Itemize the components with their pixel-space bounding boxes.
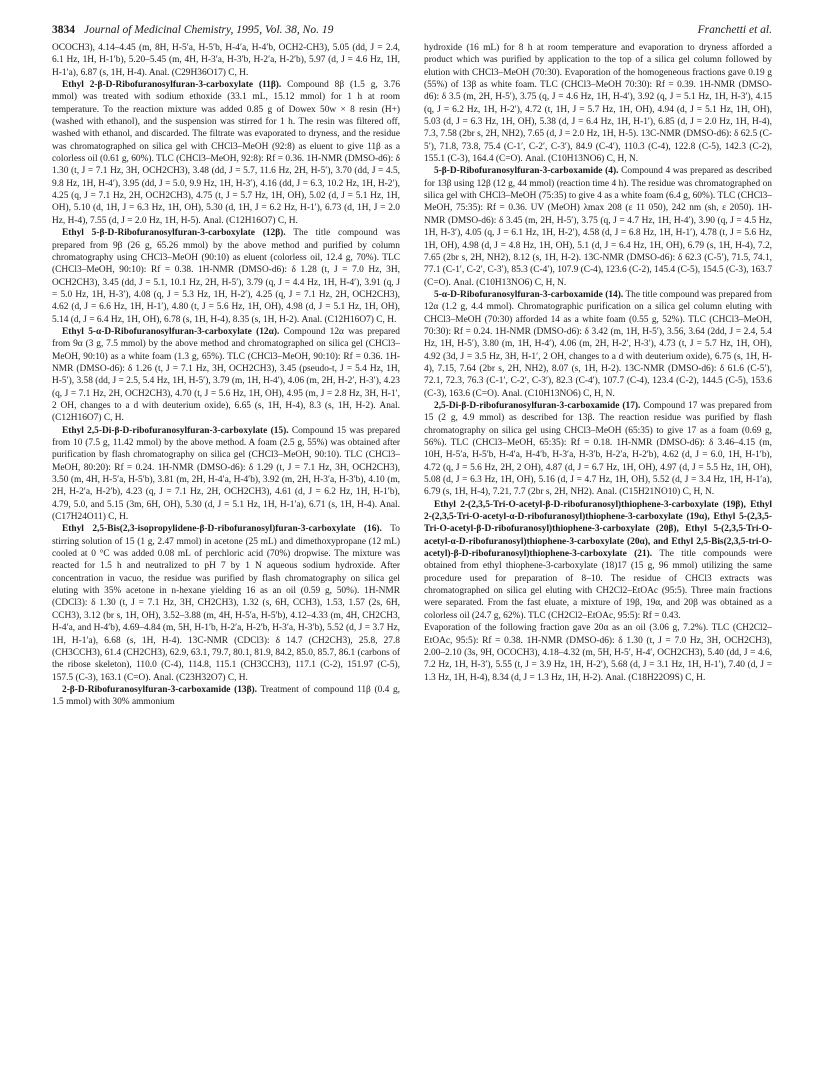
experimental-paragraph <box>52 684 400 709</box>
experimental-paragraph <box>52 425 400 524</box>
left-column <box>52 42 400 1062</box>
header-left <box>52 22 333 38</box>
header-authors: Franchetti et al. <box>697 24 772 36</box>
compound-heading: Ethyl 2-(2,3,5-Tri-O-acetyl-β-D-ribofuranosyl)thiophene-3-carboxylate (19β), Ethyl 2-(2,3,5-Tri-O-acetyl-α-D-ribofuranosyl)thiophene-3-carboxylate (19α), Ethyl 5-(2,3,5-Tri-O-acetyl-β-D-ribofuranosyl)thiophene-3-carboxylate (20β), Ethyl 5-(2,3,5-Tri-O-acetyl-α-D-ribofuranosyl)thiophene-3-carboxylate (20α), and Ethyl 2,5-Bis(2,3,5-tri-O-acetyl)-β-D-ribofuranosyl)thiophene-3-carboxylate (21). <box>424 499 772 560</box>
experimental-paragraph <box>52 523 400 683</box>
experimental-paragraph <box>424 400 772 499</box>
journal-citation: Journal of Medicinal Chemistry, 1995, Vol. 38, No. 19 <box>83 24 334 36</box>
compound-heading: 2,5-Di-β-D-ribofuranosylfuran-3-carboxamide (17). <box>434 400 641 411</box>
paragraph-body: Evaporation of the following fraction gave 20α as an oil (3.06 g, 7.2%). TLC (CH2Cl2–EtOAc, 95:5): Rf = 0.38. 1H-NMR (DMSO-d6): δ 1.30 (t, J = 7.0 Hz, 3H, OCH2CH3), 2.00–2.10 (3s, 9H, OCOCH3), 4.18–4.32 (m, 5H, H-5′, H-4′, OCH2CH3), 5.40 (dd, J = 4.6, 7.2 Hz, 1H, H-3′), 5.55 (t, J = 3.9 Hz, 1H, H-2′), 5.68 (d, J = 3.1 Hz, 1H, H-1′), 7.40 (d, J = 1.3 Hz, 1H, H-4), 8.34 (d, J = 1.3 Hz, 1H, H-2). Anal. (C18H22O9S) C, H. <box>424 623 772 683</box>
compound-heading: Ethyl 5-β-D-Ribofuranosylfuran-3-carboxylate (12β). <box>62 228 286 239</box>
running-header <box>52 22 772 38</box>
right-column <box>424 42 772 1062</box>
experimental-paragraph <box>424 42 772 165</box>
experimental-paragraph <box>52 42 400 79</box>
paragraph-body: hydroxide (16 mL) for 8 h at room temperature and evaporation to dryness afforded a product which was purified by application to the top of a silica gel column followed by elution with CHCl3–MeOH (70:30). Evaporation of the homogeneous fractions gave 0.19 g (55%) of 13β as white foam. TLC (CHCl3–MeOH 70:30): Rf = 0.39. 1H-NMR (DMSO-d6): δ 3.5 (m, 2H, H-5′), 3.75 (q, J = 4.6 Hz, 1H, H-4′), 3.92 (q, J = 5.1 Hz, 1H, H-3′), 4.15 (q, J = 6.2 Hz, 1H, H-2′), 4.72 (t, 1H, J = 5.7 Hz, 1H, OH), 4.94 (d, J = 5.1 Hz, 1H, OH), 5.03 (d, J = 6.3 Hz, 1H, OH), 5.38 (d, J = 6.4 Hz, 1H, H-1′), 6.85 (d, J = 2.0 Hz, 1H, H-4), 7.3, 7.58 (2br s, 2H, NH2), 7.65 (d, J = 2.0 Hz, 1H, H-5). 13C-NMR (DMSO-d6): δ 62.5 (C-5′), 71.8, 73.8, 75.4 (C-1′, C-2′, C-3′), 84.9 (C-4′), 110.3 (C-4), 122.8 (C-5), 142.3 (C-2), 155.1 (C-3), 164.4 (C=O). Anal. (C10H13NO6) C, H, N. <box>424 43 772 165</box>
paragraph-body: Compound 12α was prepared from 9α (3 g, 7.5 mmol) by the above method and chromatographed on silica gel (CHCl3–MeOH, 90:10) as a white foam (1.3 g, 65%). TLC (CHCl3–MeOH, 90:10): Rf = 0.36. 1H-NMR (DMSO-d6): δ 1.26 (t, J = 7.1 Hz, 3H, OCH2CH3), 3.45 (pseudo-t, J = 5.4 Hz, 1H, H-5′), 3.58 (dd, J = 2.5, 5.4 Hz, 1H, H-5′), 3.79 (m, 1H, H-4′), 4.06 (m, 2H, H-2′, H-3′), 4.23 (q, J = 7.1 Hz, 2H, OCH2CH3), 4.70 (t, J = 5.6 Hz, 1H, OH), 4.95 (m, J = 2.8 Hz, 3H, H-1′, 2 OH, changes to a d with deuterium oxide), 6.65 (s, 1H, H-4), 8.3 (s, 1H, H-2). Anal. (C12H16O7) C, H. <box>52 326 400 424</box>
compound-heading: Ethyl 2,5-Bis(2,3-isopropylidene-β-D-ribofuranosyl)furan-3-carboxylate (16). <box>62 524 382 535</box>
experimental-paragraph <box>52 326 400 425</box>
experimental-paragraph <box>424 622 772 684</box>
experimental-paragraph <box>424 165 772 288</box>
compound-heading: 2-β-D-Ribofuranosylfuran-3-carboxamide (13β). <box>62 684 258 695</box>
paragraph-body: OCOCH3), 4.14–4.45 (m, 8H, H-5′a, H-5′b, H-4′a, H-4′b, OCH2-CH3), 5.05 (dd, J = 2.4, 6.1 Hz, 1H, H-1′b), 5.20–5.45 (m, 4H, H-3′a, H-3′b, H-2′a, H-2′b), 5.97 (d, J = 4.6 Hz, 1H, H-1′a), 6.87 (s, 1H, H-4). Anal. (C29H36O17) C, H. <box>52 43 400 78</box>
experimental-paragraph <box>424 499 772 622</box>
paragraph-body: The title compounds were obtained from ethyl thiophene-3-carboxylate (18)17 (15 g, 96 mmol) utilizing the same procedure used for preparation of 8–10. The residue of CHCl3 extracts was chromatographed on silica gel eluting with CH2Cl2–EtOAc (95:5). Three main fractions were separated. From the fast eluate, a mixture of 19β, 19α, and 20β was obtained as a colorless oil (24.7 g, 62%). TLC (CH2Cl2–EtOAc, 95:5): Rf = 0.43. <box>424 549 772 621</box>
paragraph-body: The title compound was prepared from 12α (1.2 g, 4.4 mmol). Chromatographic purification on a silica gel column eluting with CHCl3–MeOH (70:30) afforded 14 as a white foam (0.55 g, 52%). TLC (CHCl3–MeOH, 70:30): Rf = 0.24. 1H-NMR (DMSO-d6): δ 3.42 (m, 1H, H-5′), 3.56, 3.64 (2dd, J = 2.4, 5.4 Hz, 1H, H-5′), 3.80 (m, 1H, H-4′), 4.06 (m, 2H, H-2′, H-3′), 4.73 (t, J = 5.7 Hz, 1H, OH), 4.92 (3d, J = 3.5 Hz, 3H, H-1′, 2 OH, changes to a d with deuterium oxide), 6.75 (s, 1H, H-4), 7.15, 7.64 (2br s, 2H, NH2), 8.07 (s, 1H, H-2). 13C-NMR (DMSO-d6): δ 61.6 (C-5′), 72.1, 72.3, 76.3 (C-1′, C-2′, C-3′), 82.3 (C-4′), 107.7 (C-4), 123.4 (C-2), 144.5 (C-5), 153.6 (C-3), 163.6 (C=O). Anal. (C10H13NO6) C, H, N. <box>424 289 772 399</box>
paragraph-body: Compound 15 was prepared from 10 (7.5 g, 11.42 mmol) by the above method. A foam (2.5 g, 55%) was obtained after purification by flash chromatography on silica gel (CHCl3–MeOH, 90:10). TLC (CHCl3–MeOH, 80:20): Rf = 0.24. 1H-NMR (DMSO-d6): δ 1.29 (t, J = 7.1 Hz, 3H, OCH2CH3), 3.50 (m, 4H, H-5′a, H-5′b), 3.81 (m, 2H, H-4′a, H-4′b), 3.92 (m, 2H, H-3′a, H-3′b), 4.10 (m, 2H, H-2′a, H-2′b), 4.23 (q, J = 7.1 Hz, 2H, OCH2CH3), 4.61 (d, J = 6.2 Hz, 1H, H-1′b), 4.79, 5.0, and 5.15 (3m, 6H, OH), 5.30 (d, J = 5.1 Hz, 1H, H-1′a), 6.71 (s, 1H, H-4). Anal. (C17H24O11) C, H. <box>52 425 400 523</box>
compound-heading: Ethyl 2,5-Di-β-D-ribofuranosylfuran-3-carboxylate (15). <box>62 425 289 436</box>
experimental-paragraph <box>52 227 400 326</box>
paragraph-body: The title compound was prepared from 9β (26 g, 65.26 mmol) by the above method and purified by column chromatography using CHCl3–MeOH (90:10) as eluent (colorless oil, 12.4 g, 70%). TLC (CHCl3–MeOH, 90:10): Rf = 0.38. 1H-NMR (DMSO-d6): δ 1.28 (t, J = 7.0 Hz, 3H, OCH2CH3), 3.45 (dd, J = 5.1, 10.1 Hz, 2H, H-5′), 3.79 (q, J = 4.4 Hz, 1H, H-4′), 3.91 (q, J = 5.0 Hz, 1H, H-3′), 4.08 (q, J = 5.3 Hz, 1H, H-2′), 4.25 (q, J = 7.1 Hz, 2H, OCH2CH3), 4.62 (d, J = 6.6 Hz, 1H, H-1′), 4.80 (t, J = 5.6 Hz, 1H, OH), 4.98 (d, J = 5.1 Hz, 1H, OH), 5.14 (d, J = 6.4 Hz, 1H, OH), 6.78 (s, 1H, H-4), 8.35 (s, 1H, H-2). Anal. (C12H16O7) C, H. <box>52 228 400 325</box>
experimental-paragraph <box>52 79 400 227</box>
paragraph-body: Treatment of compound 11β (0.4 g, 1.5 mmol) with 30% ammonium <box>52 684 400 708</box>
compound-heading: 5-β-D-Ribofuranosylfuran-3-carboxamide (4). <box>434 166 619 177</box>
page-number: 3834 <box>52 24 75 36</box>
paragraph-body: Compound 4 was prepared as described for 13β using 12β (12 g, 44 mmol) (reaction time 4 h). The residue was chromatographed on silica gel with CHCl3–MeOH (75:35) to give 4 as a white foam (6.4 g, 60%). TLC (CHCl3–MeOH, 75:35): Rf = 0.36. UV (MeOH) λmax 208 (ε 11 050), 242 nm (sh, ε 2050). 1H-NMR (DMSO-d6): δ 3.45 (m, 2H, H-5′), 3.75 (q, J = 4.7 Hz, 1H, H-4′), 3.90 (q, J = 4.5 Hz, 1H, H-3′), 4.05 (q, J = 6.1 Hz, 1H, H-2′), 4.58 (d, J = 6.8 Hz, 1H, H-1′), 4.78 (t, J = 5.6 Hz, 1H, OH), 4.98 (d, J = 4.8 Hz, 1H, OH), 5.1 (d, J = 6.4 Hz, 1H, OH), 6.79 (s, 1H, H-4), 7.2, 7.65 (2br s, 2H, NH2), 8.12 (s, 1H, H-2). 13C-NMR (DMSO-d6): δ 62.3 (C-5′), 71.5, 74.1, 77.1 (C-1′, C-2′, C-3′), 85.3 (C-4′), 107.9 (C-4), 123.6 (C-2), 145.4 (C-5), 154.5 (C-3), 163.7 (C=O). Anal. (C10H13NO6) C, H, N. <box>424 166 772 288</box>
paragraph-body: Compound 8β (1.5 g, 3.76 mmol) was treated with sodium ethoxide (33.1 mL, 15.12 mmol) for 1 h at room temperature. To the reaction mixture was added 0.85 g of Dowex 50w × 8 resin (H+) (washed with ethanol), and the suspension was stirred for 1 h. The resin was filtered off, washed with ethanol, and discarded. The filtrate was evaporated to dryness, and the residue was chromatographed on silica gel with CHCl3–MeOH (92:8) as eluent to give 11β as a colorless oil (0.61 g, 60%). TLC (CHCl3–MeOH, 92:8): Rf = 0.36. 1H-NMR (DMSO-d6): δ 1.30 (t, J = 7.1 Hz, 3H, OCH2CH3), 3.48 (dd, J = 5.7, 11.6 Hz, 2H, H-5′), 3.70 (dd, J = 4.5, 9.8 Hz, 1H, H-4′), 3.95 (dd, J = 5.0, 9.9 Hz, 1H, H-3′), 4.16 (dd, J = 6.3, 10.2 Hz, 1H, H-2′), 4.25 (q, J = 7.1 Hz, 2H, OCH2CH3), 4.75 (t, J = 5.7 Hz, 1H, OH), 5.02 (d, J = 5.1 Hz, 1H, OH), 5.10 (d, 1H, J = 6.3 Hz, 1H, OH), 5.30 (d, 1H, J = 6.2 Hz, H-1′), 6.73 (d, 1H, J = 2.0 Hz, H-4), 7.55 (d, J = 2.0 Hz, 1H, H-5). Anal. (C12H16O7) C, H. <box>52 80 400 226</box>
compound-heading: Ethyl 5-α-D-Ribofuranosylfuran-3-carboxylate (12α). <box>62 326 280 337</box>
compound-heading: 5-α-D-Ribofuranosylfuran-3-carboxamide (14). <box>434 289 624 300</box>
paragraph-body: To stirring solution of 15 (1 g, 2.47 mmol) in acetone (25 mL) and dimethoxypropane (12 mL) cooled at 0 °C was added 0.08 mL of perchloric acid (70%) dropwise. The mixture was reacted for 1.5 h and neutralized to pH 7 by 1 N aqueous sodium hydroxide. After concentration in vacuo, the residue was purified by flash chromatography on silica gel eluting with 35% acetone in n-hexane yielding 16 as an oil (0.59 g, 50%). 1H-NMR (CDCl3): δ 1.30 (t, J = 7.1 Hz, 3H, CH2CH3), 1.32 (s, 6H, CCH3), 1.53, 1.57 (2s, 6H, CCH3), 3.12 (br s, 1H, OH), 3.52–3.88 (m, 4H, H-5′a, H-5′b), 4.12–4.33 (m, 4H, CH2CH3, H-4′a, and H-4′b), 4.69–4.84 (m, 5H, H-1′b, H-2′a, H-2′b, H-3′a, H-3′b), 5.52 (d, J = 3.7 Hz, 1H, H-1′a), 6.68 (s, 1H, H-4). 13C-NMR (CDCl3): δ 14.7 (CH2CH3), 25.8, 27.8 (CH3CCH3), 61.4 (CH2CH3), 62.9, 63.1, 79.7, 80.1, 81.9, 84.2, 85.0, 85.7, 86.1 (carbons of the ribose skeleton), 110.0 (C-4), 114.8, 115.1 (CH3CCH3), 117.1 (C-2), 151.97 (C-5), 157.5 (C-3), 163.1 (C=O). Anal. (C23H32O7) C, H. <box>52 524 400 683</box>
experimental-paragraph <box>424 289 772 400</box>
compound-heading: Ethyl 2-β-D-Ribofuranosylfuran-3-carboxylate (11β). <box>62 80 282 91</box>
paragraph-body: Compound 17 was prepared from 15 (2 g, 4.9 mmol) as described for 13β. The reaction residue was purified by flash chromatography on silica gel using CHCl3–MeOH (65:35) to give 17 as a foam (0.69 g, 56%). TLC (CHCl3–MeOH, 65:35): Rf = 0.18. 1H-NMR (DMSO-d6): δ 3.46–4.15 (m, 10H, H-5′a, H-5′b, H-4′a, H-4′b, H-3′a, H-3′b, H-2′a, H-2′b), 4.62 (d, J = 6.0, 1H, H-1′b), 4.72 (q, J = 5.6 Hz, 2H, 2 OH), 4.87 (d, J = 6.7 Hz, 1H, OH), 4.97 (d, J = 5.5 Hz, 1H, OH), 5.08 (d, J = 6.3 Hz, 1H, OH), 5.16 (d, J = 4.7 Hz, 1H, OH), 5.52 (d, J = 3.4 Hz, 1H, H-1′a), 6.79 (s, 1H, H-4), 7.21, 7.7 (2br s, 2H, NH2). Anal. (C15H21NO10) C, H, N. <box>424 400 772 498</box>
